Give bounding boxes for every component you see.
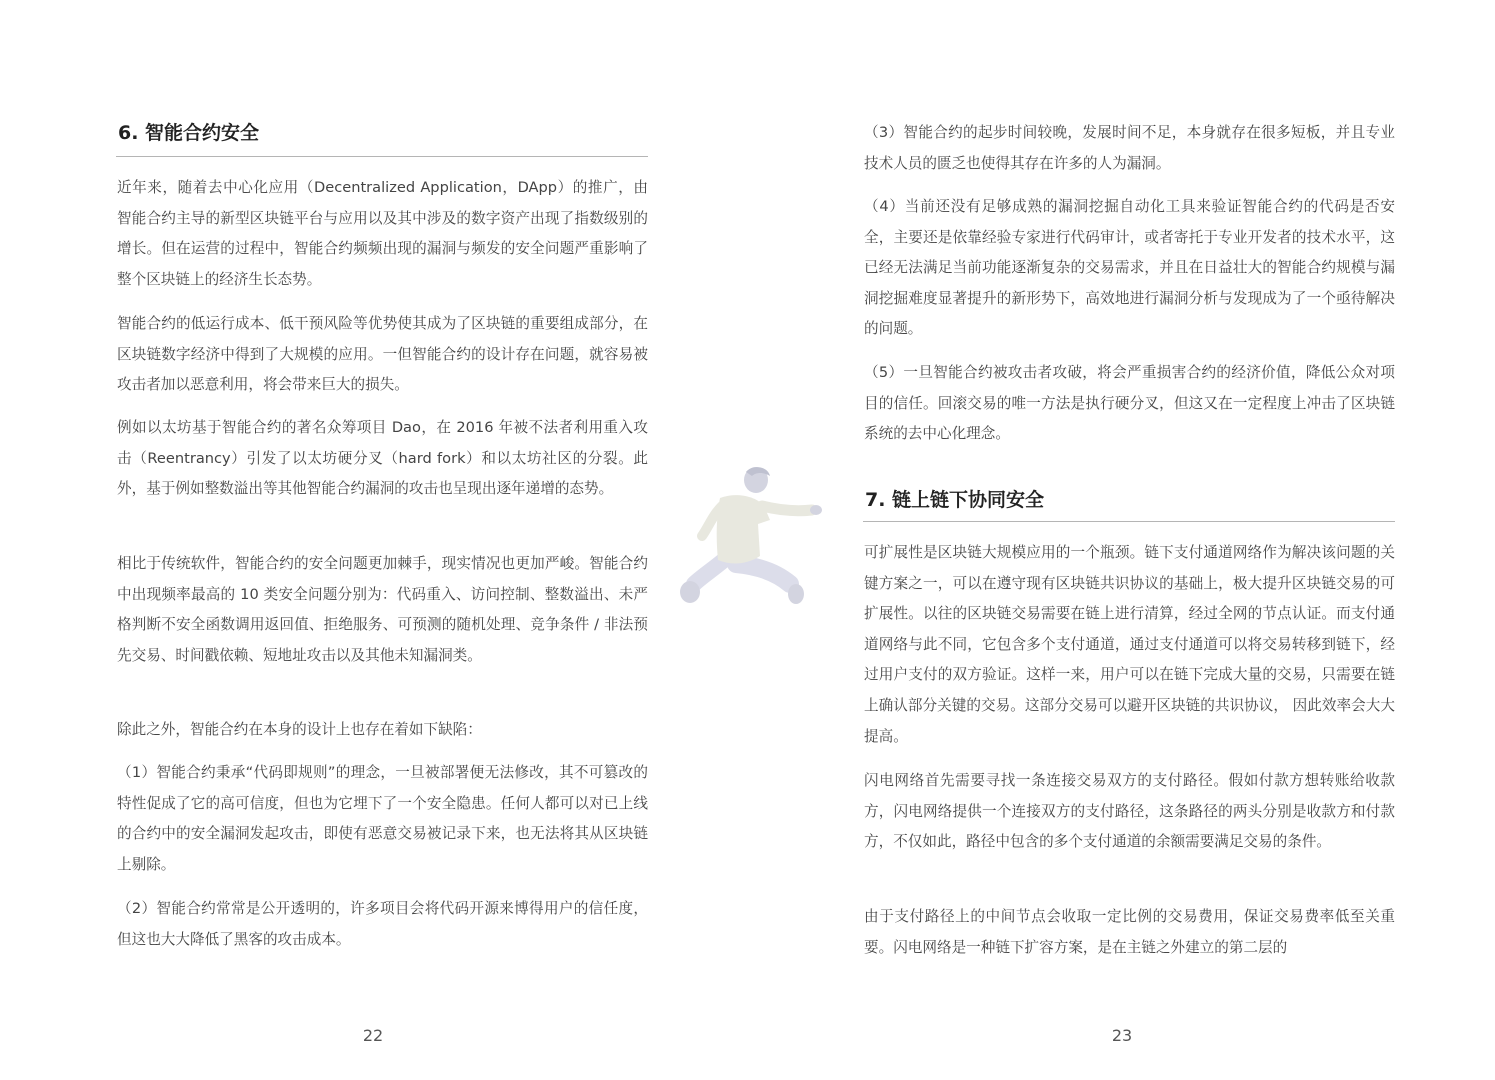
bullet-item: 例如以太坊基于智能合约的著名众筹项目 Dao，在 2016 年被不法者利用重入攻击（Reentrancy）引发了以太坊硬分叉（hard fork）和以太坊社区的分裂。此外，基于例如整数溢出等其他智能合约漏洞的攻击也呈现出逐年递增的态势。 — [117, 413, 648, 536]
section-divider — [863, 521, 1395, 522]
bullet-item: 近年来，随着去中心化应用（Decentralized Application，DApp）的推广，由智能合约主导的新型区块链平台与应用以及其中涉及的数字资产出现了指数级别的增长。但在运营的过程中，智能合约频频出现的漏洞与频发的安全问题严重影响了整个区块链上的经济生长态势。 — [117, 173, 648, 296]
section-heading-smart-contract-security: 6. 智能合约安全 — [118, 122, 260, 144]
page-number: 23 — [1111, 1026, 1133, 1045]
bullet-item: 除此之外，智能合约在本身的设计上也存在着如下缺陷： — [117, 715, 648, 746]
paragraph: （5）一旦智能合约被攻击者攻破，将会严重损害合约的经济价值，降低公众对项目的信任。回滚交易的唯一方法是执行硬分叉，但这又在一定程度上冲击了区块链系统的去中心化理念。 — [864, 364, 1395, 443]
paragraph: （1）智能合约秉承“代码即规则”的理念，一旦被部署便无法修改，其不可篡改的特性促成了它的高可信度，但也为它埋下了一个安全隐患。任何人都可以对已上线的合约中的安全漏洞发起攻击，即使有恶意交易被记录下来，也无法将其从区块链上剔除。 — [117, 764, 648, 873]
bullet-item: 可扩展性是区块链大规模应用的一个瓶颈。链下支付通道网络作为解决该问题的关键方案之一，可以在遵守现有区块链共识协议的基础上，极大提升区块链交易的可扩展性。以往的区块链交易需要在链上进行清算，经过全网的节点认证。而支付通道网络与此不同，它包含多个支付通道，通过支付通道可以将交易转移到链下，经过用户支付的双方验证。这样一来，用户可以在链下完成大量的交易，只需要在链上确认部分关键的交易。这部分交易可以避开区块链的共识协议， 因此效率会大大提高。 — [864, 538, 1395, 753]
left-page — [0, 0, 747, 1080]
bullet-item: 相比于传统软件，智能合约的安全问题更加棘手，现实情况也更加严峻。智能合约中出现频率最高的 10 类安全问题分别为：代码重入、访问控制、整数溢出、未严格判断不安全函数调用返回值、拒绝服务、可预测的随机处理、竞争条件 / 非法预先交易、时间戳依赖、短地址攻击以及其他未知漏洞类。 — [117, 549, 648, 703]
bullet-item: 智能合约的低运行成本、低干预风险等优势使其成为了区块链的重要组成部分，在区块链数字经济中得到了大规模的应用。一但智能合约的设计存在问题，就容易被攻击者加以恶意利用，将会带来巨大的损失。 — [117, 309, 648, 402]
paragraph: （3）智能合约的起步时间较晚，发展时间不足，本身就存在很多短板，并且专业技术人员的匮乏也使得其存在许多的人为漏洞。 — [864, 124, 1395, 172]
bullet-item: 由于支付路径上的中间节点会收取一定比例的交易费用，保证交易费率低至关重要。闪电网络是一种链下扩容方案，是在主链之外建立的第二层的 — [864, 902, 1395, 964]
paragraph: （2）智能合约常常是公开透明的，许多项目会将代码开源来博得用户的信任度，但这也大大降低了黑客的攻击成本。 — [117, 900, 648, 948]
section-heading-on-off-chain-security: 7. 链上链下协同安全 — [865, 489, 1045, 511]
right-page — [747, 0, 1495, 1080]
bullet-item: 闪电网络首先需要寻找一条连接交易双方的支付路径。假如付款方想转账给收款方，闪电网络提供一个连接双方的支付路径，这条路径的两头分别是收款方和付款方，不仅如此，路径中包含的多个支付通道的余额需要满足交易的条件。 — [864, 766, 1395, 889]
section-divider — [116, 156, 648, 157]
paragraph: （4）当前还没有足够成熟的漏洞挖掘自动化工具来验证智能合约的代码是否安全，主要还是依靠经验专家进行代码审计，或者寄托于专业开发者的技术水平，这已经无法满足当前功能逐渐复杂的交易需求，并且在日益壮大的智能合约规模与漏洞挖掘难度显著提升的新形势下，高效地进行漏洞分析与发现成为了一个亟待解决的问题。 — [864, 198, 1395, 338]
page-number: 22 — [362, 1026, 384, 1045]
